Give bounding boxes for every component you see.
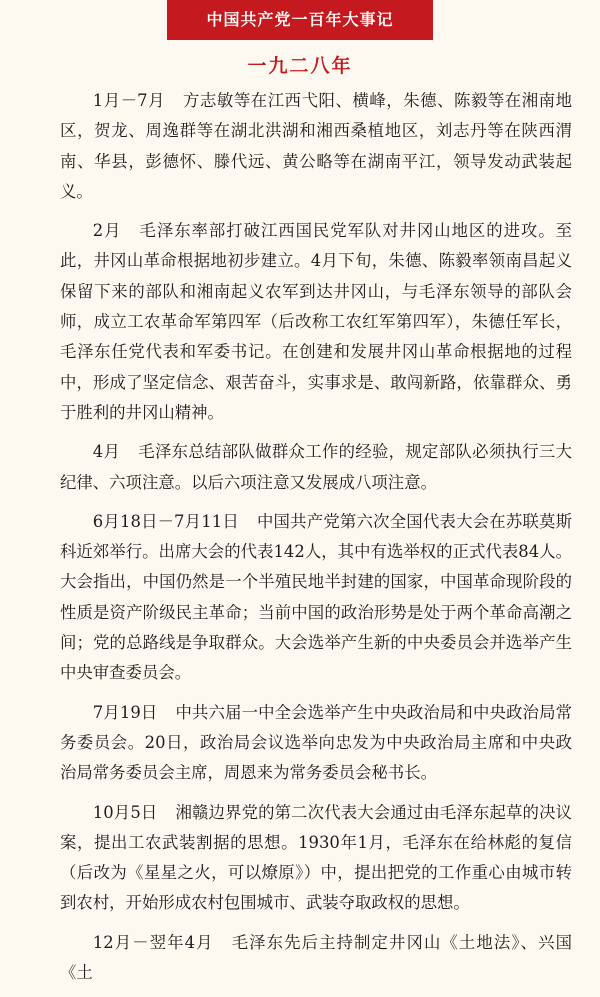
- event-date: 4月: [92, 442, 121, 462]
- event-entry: [60, 698, 572, 789]
- event-text: 毛泽东率部打破江西国民党军队对井冈山地区的进攻。至此，井冈山革命根据地初步建立。4月下旬，朱德、陈毅率领南昌起义保留下来的部队和湘南起义农军到达井冈山，与毛泽东领导的部队会师，成立工农革命军第四军（后改称工农红军第四军），朱德任军长，毛泽东任党代表和军委书记。在创建和发展井冈山革命根据地的过程中，形成了坚定信念、艰苦奋斗，实事求是、敢闯新路，依靠群众、勇于胜利的井冈山精神。: [60, 221, 572, 422]
- year-heading: 一九二八年: [247, 55, 353, 77]
- event-text: 中国共产党第六次全国代表大会在苏联莫斯科近郊举行。出席大会的代表142人，其中有选举权的正式代表84人。大会指出，中国仍然是一个半殖民地半封建的国家，中国革命现阶段的性质是资产阶级民主革命；当前中国的政治形势是处于两个革命高潮之间；党的总路线是争取群众。大会选举产生新的中央委员会并选举产生中央审查委员会。: [60, 511, 573, 683]
- event-text: 毛泽东总结部队做群众工作的经验，规定部队必须执行三大纪律、六项注意。以后六项注意又发展成八项注意。: [60, 442, 573, 492]
- event-entry: [60, 86, 572, 207]
- entries-list: [60, 86, 572, 997]
- event-date: 6月18日－7月11日: [92, 511, 239, 531]
- event-entry: [60, 507, 572, 689]
- event-date: 12月－翌年4月: [92, 932, 214, 952]
- event-entry: [60, 798, 572, 919]
- event-text: 中共六届一中全会选举产生中央政治局和中央政治局常务委员会。20日，政治局会议选举向忠发为中央政治局主席和中央政治局常务委员会主席，周恩来为常务委员会秘书长。: [60, 702, 572, 783]
- chronicle-banner-title: 中国共产党一百年大事记: [167, 0, 433, 40]
- event-entry: [60, 437, 572, 498]
- event-text: 毛泽东先后主持制定井冈山《土地法》、兴国《土: [60, 932, 572, 983]
- event-date: 2月: [92, 221, 122, 241]
- event-text: 方志敏等在江西弋阳、横峰，朱德、陈毅等在湘南地区，贺龙、周逸群等在湖北洪湖和湘西桑植地区，刘志丹等在陕西渭南、华县，彭德怀、滕代远、黄公略等在湖南平江，领导发动武装起义。: [60, 91, 573, 201]
- event-entry: [60, 928, 572, 989]
- event-date: 1月－7月: [92, 91, 166, 110]
- event-date: 7月19日: [92, 702, 158, 722]
- event-text: 湘赣边界党的第二次代表大会通过由毛泽东起草的决议案，提出工农武装割据的思想。1930年1月，毛泽东在给林彪的复信（后改为《星星之火，可以燎原》）中，提出把党的工作重心由城市转到农村，开始形成农村包围城市、武装夺取政权的思想。: [60, 802, 572, 913]
- event-date: 10月5日: [92, 802, 158, 822]
- event-entry: [60, 216, 572, 428]
